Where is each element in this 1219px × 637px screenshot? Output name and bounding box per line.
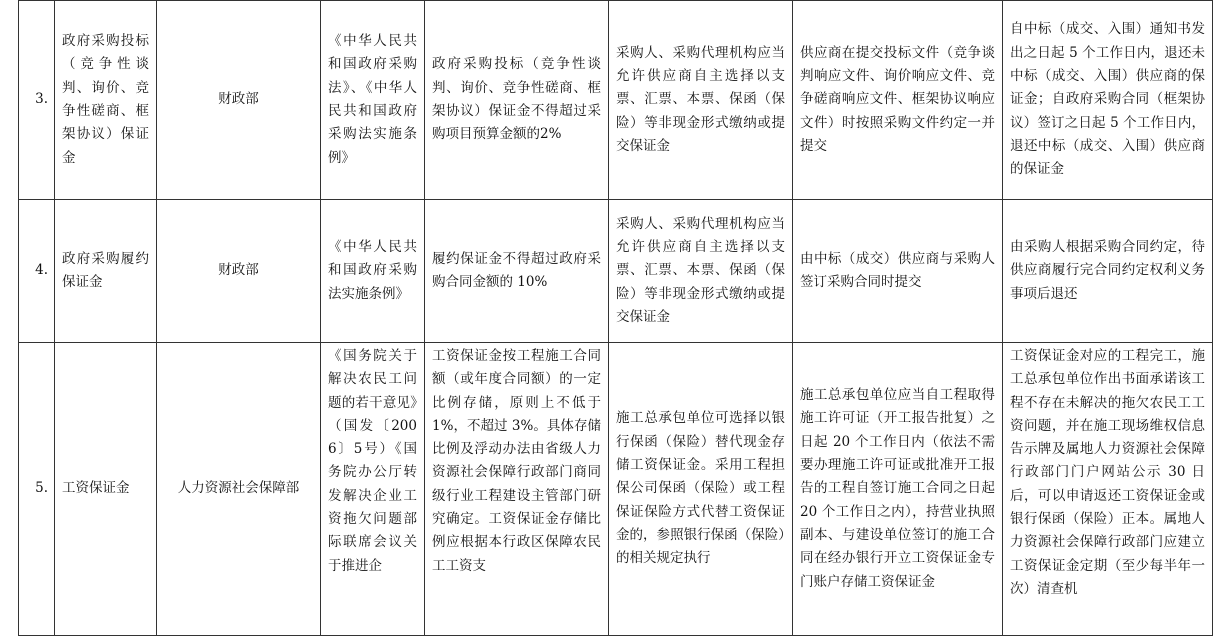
collection-standard [425, 343, 609, 636]
department: 人力资源社会保障部 [157, 343, 321, 636]
payment-form: 采购人、采购代理机构应当允许供应商自主选择以支票、汇票、本票、保函（保险）等非现金形式缴纳或提交保证金 [609, 1, 793, 200]
collection-standard: 政府采购投标（竞争性谈判、询价、竞争性磋商、框架协议）保证金不得超过采购项目预算金额的2% [425, 1, 609, 200]
department: 财政部 [157, 1, 321, 200]
payment-form: 采购人、采购代理机构应当允许供应商自主选择以支票、汇票、本票、保函（保险）等非现金形式缴纳或提交保证金 [609, 200, 793, 343]
refund-rule-text: 工资保证金对应的工程完工，施工总承包单位作出书面承诺该工程不存在未解决的拖欠农民工工资问题，并在施工现场维权信息告示牌及属地人力资源社会保障行政部门门户网站公示 30 日后，可以申请返还工资保证金或银行保函（保险）正本。属地人力资源社会保障行政部门应建立工资保证金定期（至少每半年一次）清查机 [1010, 348, 1205, 597]
collection-standard: 履约保证金不得超过政府采购合同金额的 10% [425, 200, 609, 343]
legal-basis: 《中华人民共和国政府采购法》、《中华人民共和国政府采购法实施条例》 [321, 1, 425, 200]
row-index: 4. [19, 200, 55, 343]
payment-form: 施工总承包单位可选择以银行保函（保险）替代现金存储工资保证金。采用工程担保公司保函（保险）或工程保证保险方式代替工资保证金的，参照银行保函（保险）的相关规定执行 [609, 343, 793, 636]
legal-basis [321, 343, 425, 636]
deposit-name: 政府采购投标（竞争性谈判、询价、竞争性磋商、框架协议）保证金 [55, 1, 157, 200]
table-row [19, 1, 1213, 200]
deposit-table [18, 0, 1213, 636]
legal-basis: 《中华人民共和国政府采购法实施条例》 [321, 200, 425, 343]
refund-rule: 由采购人根据采购合同约定，待供应商履行完合同约定权利义务事项后退还 [1003, 200, 1213, 343]
row-index: 3. [19, 1, 55, 200]
collection-time: 供应商在提交投标文件（竞争谈判响应文件、询价响应文件、竞争磋商响应文件、框架协议响应文件）时按照采购文件约定一并提交 [793, 1, 1003, 200]
legal-basis-text: 《国务院关于解决农民工问题的若干意见》（国发〔2006〕5号）《国务院办公厅转发解决企业工资拖欠问题部际联席会议关于推进企 [328, 348, 417, 574]
collection-time: 由中标（成交）供应商与采购人签订采购合同时提交 [793, 200, 1003, 343]
row-index: 5. [19, 343, 55, 636]
deposit-name: 工资保证金 [55, 343, 157, 636]
table-row [19, 200, 1213, 343]
deposit-name: 政府采购履约保证金 [55, 200, 157, 343]
department: 财政部 [157, 200, 321, 343]
refund-rule: 自中标（成交、入围）通知书发出之日起 5 个工作日内，退还未中标（成交、入围）供应商的保证金；自政府采购合同（框架协议）签订之日起 5 个工作日内，退还中标（成交、入围）供应商的保证金 [1003, 1, 1213, 200]
collection-standard-text: 工资保证金按工程施工合同额（或年度合同额）的一定比例存储，原则上不低于 1%，不超过 3%。具体存储比例及浮动办法由省级人力资源社会保障行政部门商同级行业工程建设主管部门研究确定。工资保证金存储比例应根据本行政区保障农民工工资支 [432, 348, 601, 574]
collection-time: 施工总承包单位应当自工程取得施工许可证（开工报告批复）之日起 20 个工作日内（依法不需要办理施工许可证或批准开工报告的工程自签订施工合同之日起 20 个工作日之内），持营业执照副本、与建设单位签订的施工合同在经办银行开立工资保证金专门账户存储工资保证金 [793, 343, 1003, 636]
table-row [19, 343, 1213, 636]
refund-rule [1003, 343, 1213, 636]
